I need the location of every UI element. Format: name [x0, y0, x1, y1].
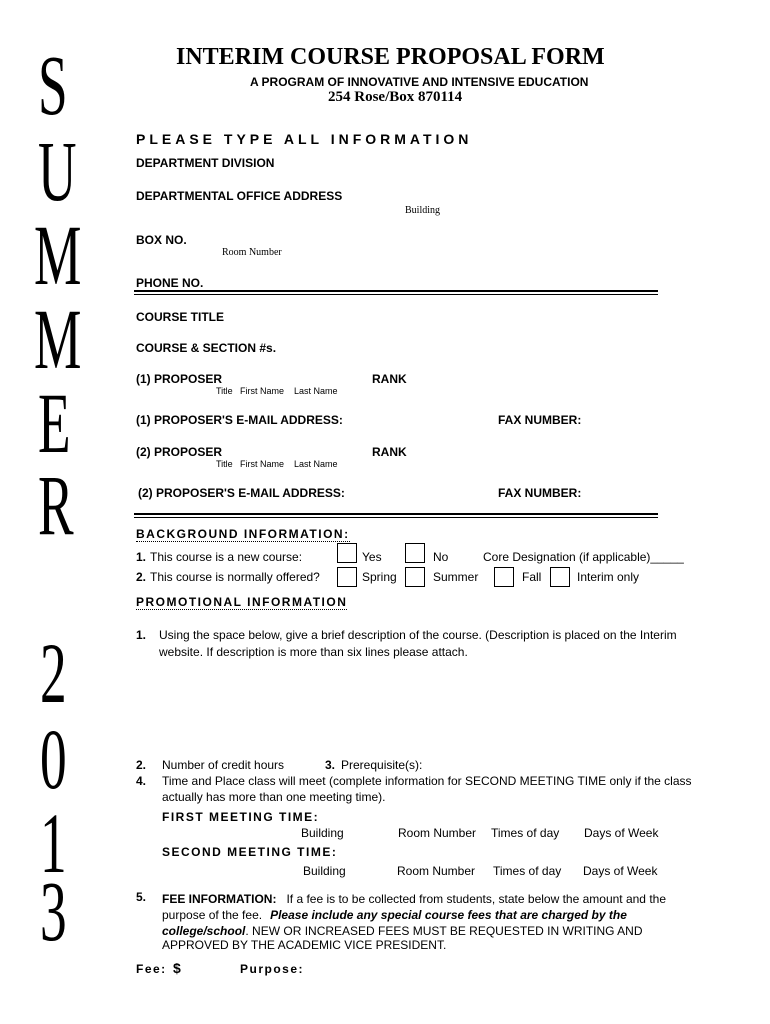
side-letter-m1: M	[34, 207, 82, 303]
instructions-heading: PLEASE TYPE ALL INFORMATION	[136, 131, 473, 147]
first-meeting-label: FIRST MEETING TIME:	[162, 810, 320, 824]
side-digit-3: 3	[40, 863, 67, 959]
promotional-heading: PROMOTIONAL INFORMATION	[136, 595, 348, 609]
item5-line3-a: college/school	[162, 924, 246, 938]
second-building: Building	[303, 864, 346, 878]
course-title-label: COURSE TITLE	[136, 310, 225, 324]
second-times-of-day: Times of day	[493, 864, 562, 878]
item2-number: 2.	[136, 758, 147, 772]
item5-line2-a: purpose of the fee.	[162, 908, 263, 922]
second-room-number: Room Number	[397, 864, 476, 878]
purpose-label: Purpose:	[240, 962, 305, 976]
first-times-of-day: Times of day	[491, 826, 560, 840]
summer-checkbox[interactable]	[405, 567, 425, 587]
item1-number: 1.	[136, 628, 147, 642]
side-letter-s: S	[38, 37, 68, 133]
rank1-label: RANK	[372, 372, 407, 386]
name-hint-title-2: Title	[216, 459, 233, 469]
rank2-label: RANK	[372, 445, 407, 459]
side-letter-u: U	[38, 123, 77, 219]
office-address: 254 Rose/Box 870114	[328, 89, 463, 105]
course-section-label: COURSE & SECTION #s.	[136, 341, 277, 355]
first-days-of-week: Days of Week	[584, 826, 659, 840]
fee-information-heading: FEE INFORMATION:	[162, 892, 277, 906]
item4-line2: actually has more than one meeting time).	[162, 790, 386, 804]
room-number-hint: Room Number	[222, 247, 282, 258]
fax1-label: FAX NUMBER:	[498, 413, 582, 427]
summer-label: Summer	[433, 570, 479, 584]
q1-text: This course is a new course:	[150, 550, 303, 564]
item5-line1-text: If a fee is to be collected from students, state below the amount and the	[286, 892, 666, 906]
q2-number: 2.	[136, 570, 147, 584]
no-checkbox[interactable]	[405, 543, 425, 563]
office-address-label: DEPARTMENTAL OFFICE ADDRESS	[136, 189, 343, 203]
fee-label: Fee:	[136, 962, 167, 976]
divider-rule	[134, 290, 658, 295]
department-division-label: DEPARTMENT DIVISION	[136, 156, 275, 170]
fall-checkbox[interactable]	[494, 567, 514, 587]
name-hint-title: Title	[216, 386, 233, 396]
proposer2-label: (2) PROPOSER	[136, 445, 223, 459]
item5-line4: APPROVED BY THE ACADEMIC VICE PRESIDENT.	[162, 938, 447, 952]
side-letter-e: E	[38, 375, 71, 471]
box-no-label: BOX NO.	[136, 233, 187, 247]
interim-only-label: Interim only	[577, 570, 640, 584]
q2-text: This course is normally offered?	[150, 570, 320, 584]
side-letter-r: R	[38, 457, 74, 553]
side-letter-m2: M	[34, 291, 82, 387]
fax2-label: FAX NUMBER:	[498, 486, 582, 500]
proposer1-label: (1) PROPOSER	[136, 372, 223, 386]
no-label: No	[433, 550, 449, 564]
fee-symbol: $	[173, 960, 181, 976]
item1-line1: Using the space below, give a brief description of the course. (Description is placed on the Interim	[159, 628, 677, 642]
item5-line2-b: Please include any special course fees that are charged by the	[270, 908, 627, 922]
name-hint-first: First Name	[240, 386, 285, 396]
interim-only-checkbox[interactable]	[550, 567, 570, 587]
side-digit-1: 1	[40, 795, 67, 891]
form-subtitle: A PROGRAM OF INNOVATIVE AND INTENSIVE EDUCATION	[250, 75, 589, 89]
item3-number: 3.	[325, 758, 336, 772]
phone-no-label: PHONE NO.	[136, 276, 204, 290]
name-hint-first-2: First Name	[240, 459, 285, 469]
item1-line2: website. If description is more than six lines please attach.	[159, 645, 468, 659]
item2-text: Number of credit hours	[162, 758, 285, 772]
second-days-of-week: Days of Week	[583, 864, 658, 878]
second-meeting-label: SECOND MEETING TIME:	[162, 845, 338, 859]
q1-number: 1.	[136, 550, 147, 564]
building-hint: Building	[405, 205, 441, 216]
background-heading: BACKGROUND INFORMATION:	[136, 527, 350, 541]
item5-number: 5.	[136, 890, 147, 904]
name-hint-last-2: Last Name	[294, 459, 338, 469]
form-title: INTERIM COURSE PROPOSAL FORM	[176, 44, 605, 70]
divider-rule-2	[134, 513, 658, 518]
item4-line1: Time and Place class will meet (complete information for SECOND MEETING TIME only if the class	[162, 774, 692, 788]
name-hint-last: Last Name	[294, 386, 338, 396]
item4-number: 4.	[136, 774, 147, 788]
core-designation-label: Core Designation (if applicable)_____	[483, 550, 684, 564]
proposer2-email-label: (2) PROPOSER'S E-MAIL ADDRESS:	[138, 486, 345, 500]
side-digit-0: 0	[40, 711, 67, 807]
spring-checkbox[interactable]	[337, 567, 357, 587]
first-room-number: Room Number	[398, 826, 477, 840]
spring-label: Spring	[362, 570, 397, 584]
item5-line3-b: . NEW OR INCREASED FEES MUST BE REQUESTED IN WRITING AND	[245, 924, 643, 938]
fall-label: Fall	[522, 570, 542, 584]
proposer1-email-label: (1) PROPOSER'S E-MAIL ADDRESS:	[136, 413, 343, 427]
yes-label: Yes	[362, 550, 382, 564]
yes-checkbox[interactable]	[337, 543, 357, 563]
first-building: Building	[301, 826, 344, 840]
side-digit-2: 2	[40, 625, 67, 721]
item3-text: Prerequisite(s):	[341, 758, 423, 772]
